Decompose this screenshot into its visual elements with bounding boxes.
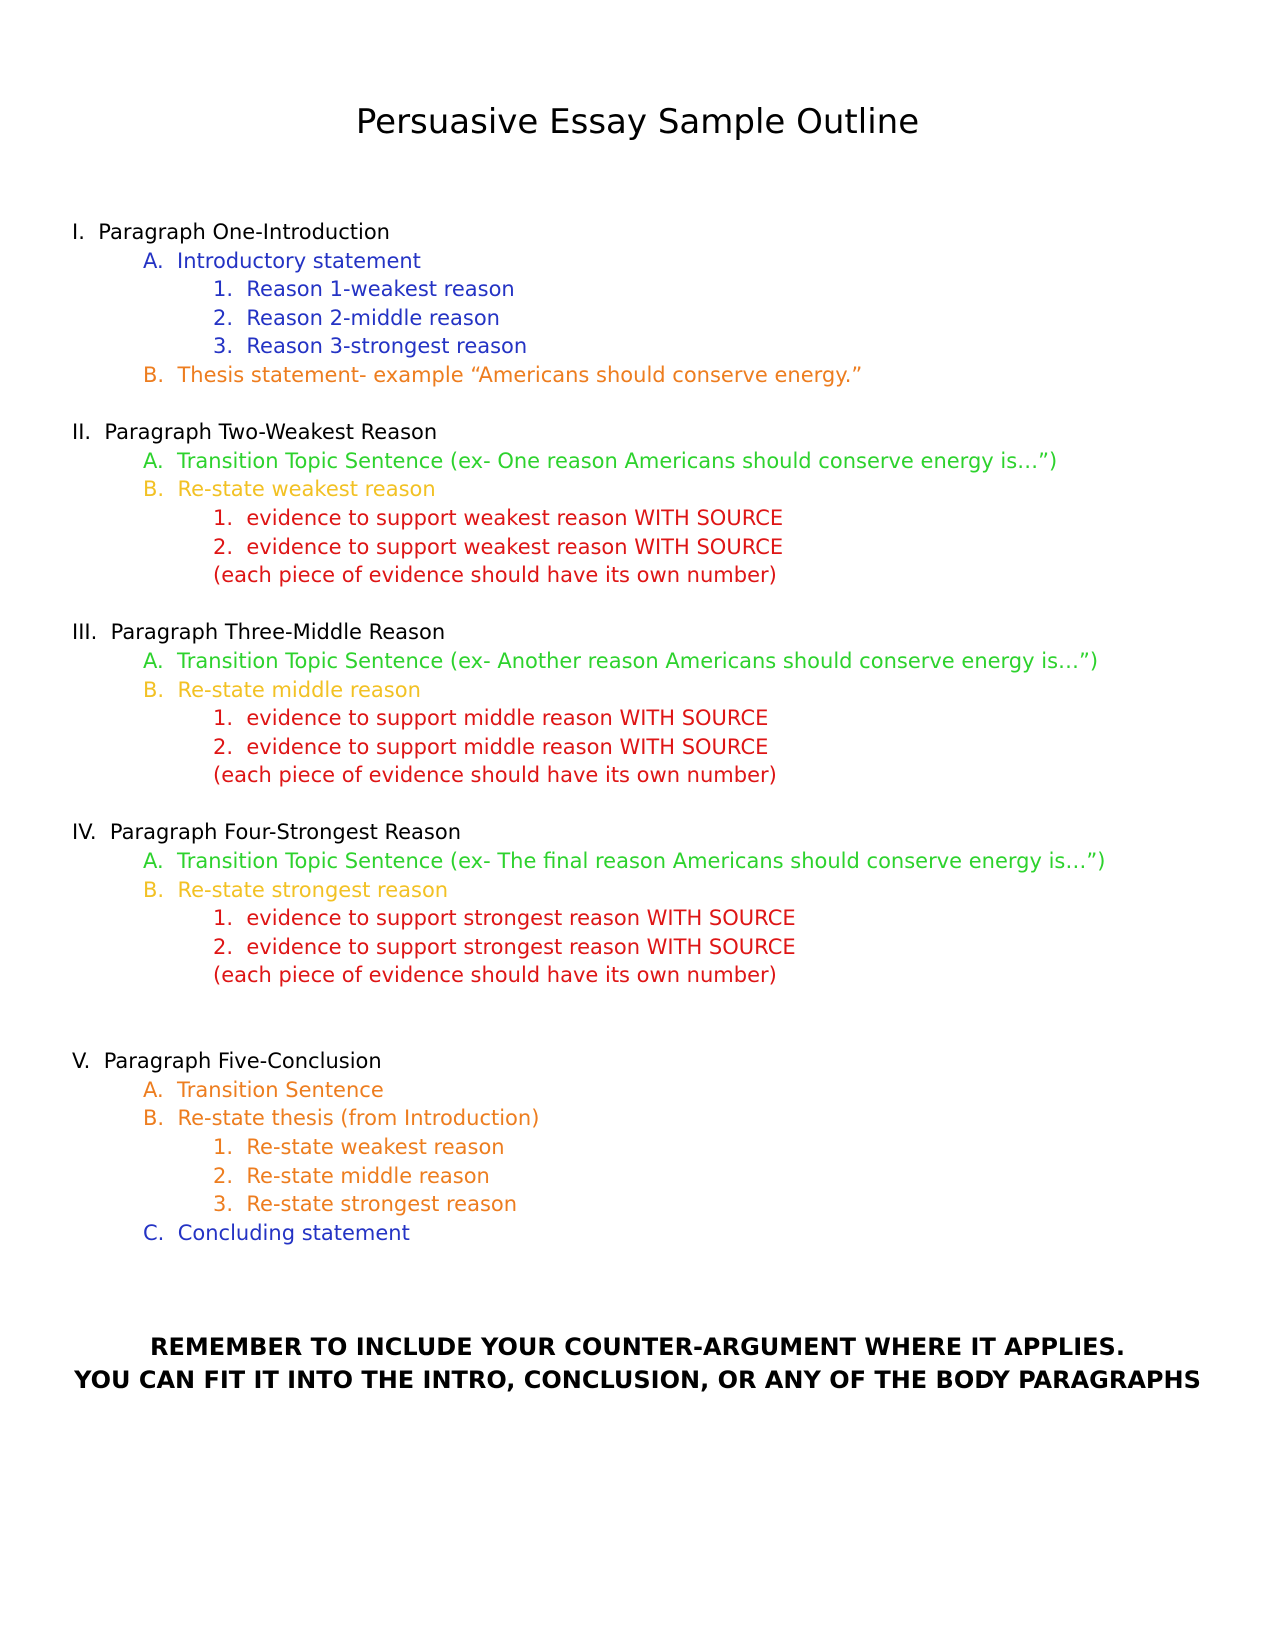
outline-line-label: IV.	[72, 820, 110, 845]
footer-note-line-1: REMEMBER TO INCLUDE YOUR COUNTER-ARGUMENT WHERE IT APPLIES.	[150, 1333, 1125, 1362]
outline-line-text: Paragraph One-Introduction	[98, 220, 390, 244]
outline-line-label: A.	[143, 648, 178, 673]
outline-line	[0, 1104, 1275, 1133]
outline-line-label: 2.	[213, 1163, 247, 1188]
outline-line-text: (each piece of evidence should have its own number)	[213, 763, 777, 788]
outline-line-label: B.	[143, 677, 178, 702]
outline-line-label: 3.	[213, 334, 247, 359]
outline-line-text: Reason 3-strongest reason	[246, 334, 528, 359]
outline-line-label: A.	[143, 448, 178, 473]
outline-line	[0, 1219, 1275, 1248]
outline-line	[0, 1133, 1275, 1162]
outline-line-text: evidence to support strongest reason WITH SOURCE	[246, 906, 796, 931]
outline-line-text: evidence to support strongest reason WITH SOURCE	[246, 934, 796, 959]
outline-line	[0, 418, 1275, 447]
outline-line-label: 1.	[213, 906, 247, 931]
outline-line	[0, 561, 1275, 590]
outline-line-label: B.	[143, 477, 178, 502]
outline-line-text: Paragraph Four-Strongest Reason	[109, 820, 462, 845]
outline-line-label: 1.	[213, 505, 247, 530]
outline-line-text: Re-state weakest reason	[246, 1135, 505, 1159]
outline-line-text: Re-state middle reason	[177, 677, 421, 702]
outline-line-text: evidence to support weakest reason WITH SOURCE	[246, 534, 784, 559]
outline-line-text: Re-state strongest reason	[246, 1192, 518, 1217]
outline-line	[0, 504, 1275, 533]
outline-line	[0, 1047, 1275, 1076]
outline-line-text: evidence to support weakest reason WITH SOURCE	[246, 505, 784, 530]
outline-line	[0, 1162, 1275, 1191]
outline-line-label: I.	[72, 220, 99, 244]
outline-line-label: 2.	[213, 534, 247, 559]
outline-line	[0, 761, 1275, 790]
outline-line-text: Introductory statement	[177, 248, 421, 273]
footer-note	[0, 1331, 1275, 1396]
outline-line-text: Transition Topic Sentence (ex- The final reason Americans should conserve energy is…”)	[177, 849, 1106, 874]
outline-line-label: B.	[143, 362, 178, 387]
outline-line-text: Transition Topic Sentence (ex- Another reason Americans should conserve energy is…”)	[177, 648, 1099, 673]
document-title: Persuasive Essay Sample Outline	[355, 102, 920, 142]
outline-line	[0, 361, 1275, 390]
outline-line-label: 2.	[213, 934, 247, 959]
outline-line-label: 1.	[213, 1135, 247, 1159]
outline-line-text: (each piece of evidence should have its own number)	[213, 563, 777, 588]
outline-line-label: 3.	[213, 1192, 247, 1217]
outline-line	[0, 618, 1275, 647]
outline-line-label: II.	[72, 420, 105, 445]
outline-line-label: A.	[143, 849, 178, 874]
outline-line-text: Thesis statement- example “Americans should conserve energy.”	[177, 362, 863, 387]
outline-line	[0, 704, 1275, 733]
outline-line-label: 1.	[213, 706, 247, 731]
outline-line-text: Paragraph Five-Conclusion	[103, 1049, 382, 1074]
outline-line-text: Concluding statement	[177, 1220, 410, 1245]
outline-line	[0, 933, 1275, 962]
outline-line	[0, 647, 1275, 676]
outline-line	[0, 676, 1275, 705]
outline-line-label: A.	[143, 1077, 178, 1102]
outline-line-text: Transition Sentence	[177, 1077, 384, 1102]
outline-line-label: V.	[72, 1049, 104, 1074]
outline-line	[0, 733, 1275, 762]
outline-line-label: B.	[143, 1106, 178, 1131]
outline-line-text: Re-state weakest reason	[177, 477, 436, 502]
outline-line-label: 2.	[213, 734, 247, 759]
outline-line	[0, 304, 1275, 333]
outline-line	[0, 904, 1275, 933]
outline-line-label: III.	[72, 620, 111, 645]
outline-line	[0, 218, 1275, 247]
outline-line-label: 2.	[213, 305, 247, 330]
outline-line-text: Reason 2-middle reason	[246, 305, 500, 330]
essay-outline	[0, 218, 1275, 1247]
outline-line	[0, 818, 1275, 847]
outline-line-label: C.	[143, 1220, 178, 1245]
outline-line-text: Re-state thesis (from Introduction)	[177, 1106, 540, 1131]
outline-line	[0, 275, 1275, 304]
outline-line-text: Paragraph Three-Middle Reason	[110, 620, 446, 645]
outline-line	[0, 1076, 1275, 1105]
outline-line-text: Transition Topic Sentence (ex- One reason Americans should conserve energy is…”)	[177, 448, 1058, 473]
outline-line	[0, 247, 1275, 276]
outline-line-text: evidence to support middle reason WITH SOURCE	[246, 706, 769, 731]
outline-line	[0, 876, 1275, 905]
outline-line-text: Re-state middle reason	[246, 1163, 490, 1188]
outline-line	[0, 847, 1275, 876]
outline-line	[0, 447, 1275, 476]
outline-line-label: B.	[143, 877, 178, 902]
footer-note-line-2: YOU CAN FIT IT INTO THE INTRO, CONCLUSION, OR ANY OF THE BODY PARAGRAPHS	[74, 1365, 1201, 1394]
outline-line-label: 1.	[213, 277, 247, 302]
outline-line-text: Re-state strongest reason	[177, 877, 449, 902]
outline-line	[0, 1190, 1275, 1219]
outline-line-text: (each piece of evidence should have its own number)	[213, 963, 777, 988]
outline-line	[0, 332, 1275, 361]
outline-line-text: evidence to support middle reason WITH SOURCE	[246, 734, 769, 759]
outline-line	[0, 961, 1275, 990]
outline-line	[0, 533, 1275, 562]
outline-line-text: Reason 1-weakest reason	[246, 277, 515, 302]
outline-line-label: A.	[143, 248, 178, 273]
outline-line-text: Paragraph Two-Weakest Reason	[104, 420, 438, 445]
outline-line	[0, 475, 1275, 504]
